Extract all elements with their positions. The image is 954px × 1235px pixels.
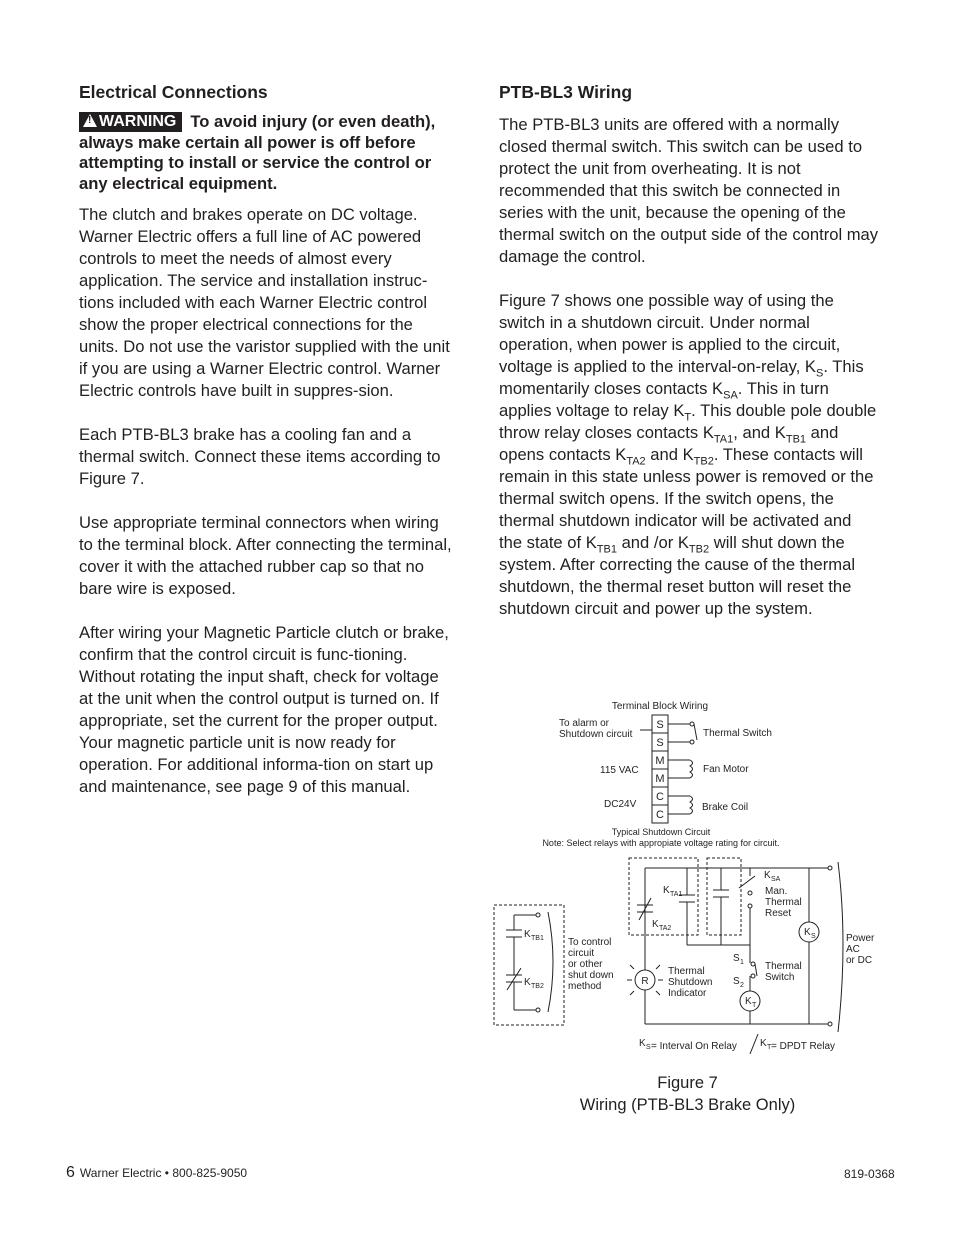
control-circuit-label: method [568, 981, 602, 992]
control-circuit-label: To control [568, 937, 612, 948]
man-reset-label: Man. [765, 886, 788, 897]
brake-coil-label: Brake Coil [702, 802, 749, 813]
document-number: 819-0368 [844, 1167, 895, 1181]
svg-text:TA2: TA2 [659, 925, 672, 932]
paragraph: After wiring your Magnetic Particle clutch or brake, confirm that the control circuit is func-tioning. Without rotating the input shaft, check for voltage at the unit when the control output is turned on. If appropriate, set the current for the proper output. Your magnetic particle unit is now ready for operation. For additional informa-tion on start up and maintenance, see page 9 of this manual. [79, 623, 449, 796]
svg-text:K: K [760, 1038, 767, 1049]
warning-badge: ! WARNING [79, 112, 182, 132]
svg-text:K: K [745, 996, 752, 1007]
terminal-label: C [656, 809, 664, 821]
indicator-label: Thermal [668, 966, 705, 977]
svg-text:TB2: TB2 [531, 983, 544, 990]
legend-kt: = DPDT Relay [771, 1041, 836, 1052]
svg-text:S: S [733, 976, 740, 987]
warning-text: To avoid injury (or even death), always make certain all power is off before attempting to install or service the control or any electrical equipment. [79, 112, 436, 193]
dc-label: DC24V [604, 799, 637, 810]
control-circuit-label: shut down [568, 970, 614, 981]
terminal-block-title: Terminal Block Wiring [611, 701, 709, 712]
wiring-diagram [488, 695, 888, 1060]
warning-triangle-icon: ! [83, 114, 97, 127]
left-column [79, 80, 457, 820]
indicator-letter: R [641, 976, 649, 987]
svg-text:K: K [804, 927, 811, 938]
svg-text:1: 1 [740, 959, 744, 966]
terminal-label: M [655, 755, 665, 767]
thermal-switch-label: Thermal [765, 961, 802, 972]
page-number: 6 [66, 1164, 75, 1181]
paragraph: The clutch and brakes operate on DC voltage. Warner Electric offers a full line of AC powered controls to meet the needs of almost every application. The service and installation instruc-tions included with each Warner Electric control show the proper electrical connections for the units. Do not use the varistor supplied with the unit if you are using a Warner Electric control. Warner Electric controls have built in suppres-sion. [79, 205, 450, 400]
svg-text:TB1: TB1 [531, 935, 544, 942]
control-circuit-label: circuit [568, 948, 595, 959]
power-label: Power [846, 933, 875, 944]
man-reset-label: Reset [765, 908, 792, 919]
footer-company: Warner Electric • 800-825-9050 [79, 1166, 248, 1180]
paragraph: The PTB-BL3 units are offered with a normally closed thermal switch. This switch can be used to protect the unit from overheating. It is not recommended that this switch be connected in series with the unit, because the opening of the thermal switch on the output side of the control may damage the control. [499, 115, 879, 266]
paragraph: Each PTB-BL3 brake has a cooling fan and a thermal switch. Connect these items according to Figure 7. [79, 425, 441, 488]
power-label: or DC [846, 955, 873, 966]
svg-text:T: T [767, 1044, 772, 1051]
fan-motor-label: Fan Motor [703, 764, 749, 775]
thermal-switch-label: Thermal Switch [703, 728, 772, 739]
section-heading-electrical-connections: Electrical Connections [79, 82, 268, 102]
svg-text:SA: SA [771, 876, 781, 883]
svg-text:K: K [524, 929, 531, 940]
right-column [499, 80, 879, 642]
figure-caption [540, 1072, 835, 1116]
svg-text:TA1: TA1 [670, 891, 683, 898]
svg-text:S: S [811, 933, 816, 940]
svg-text:K: K [524, 977, 531, 988]
terminal-block [652, 715, 668, 823]
terminal-label: C [656, 791, 664, 803]
vac-label: 115 VAC [600, 765, 639, 776]
power-label: AC [846, 944, 860, 955]
legend-ks: = Interval On Relay [651, 1041, 737, 1052]
indicator-label: Shutdown [668, 977, 713, 988]
svg-text:S: S [646, 1044, 651, 1051]
paragraph-shutdown-circuit: Figure 7 shows one possible way of using the switch in a shutdown circuit. Under normal operation, when power is applied to the circuit, voltage is applied to the interval-on-relay, $K_S$. This momentarily closes contacts $K_{SA}$. This in turn applies voltage to relay $K_T$. This double pole double throw relay closes contacts $K_{TA1}$, and $K_{TB1}$ and opens contacts $K_{TA2}$ and $K_{TB2}$. These contacts will remain in this state unless power is removed or the thermal switch opens. If the switch opens, the thermal shutdown indicator will be activated and the state of $K_{TB1}$ and /or $K_{TB2}$ will shut down the system. After correcting the cause of the thermal shutdown, the thermal reset button will reset the shutdown circuit and power up the system. [499, 291, 877, 618]
shutdown-circuit-note: Note: Select relays with appropiate voltage rating for circuit. [542, 838, 780, 848]
svg-text:T: T [752, 1002, 757, 1009]
indicator-label: Indicator [668, 988, 707, 999]
terminal-label: S [656, 719, 664, 731]
figure-number: Figure 7 [657, 1074, 718, 1092]
svg-text:S: S [733, 953, 740, 964]
warning-notice [79, 112, 457, 194]
svg-text:K: K [663, 885, 670, 896]
svg-text:K: K [764, 870, 771, 881]
man-reset-label: Thermal [765, 897, 802, 908]
section-heading-ptb-bl3-wiring: PTB-BL3 Wiring [499, 82, 633, 102]
control-circuit-label: or other [568, 959, 603, 970]
figure-title: Wiring (PTB-BL3 Brake Only) [579, 1096, 796, 1114]
shutdown-circuit-title: Typical Shutdown Circuit [611, 827, 711, 837]
svg-text:K: K [652, 919, 659, 930]
terminal-label: S [656, 737, 664, 749]
paragraph: Use appropriate terminal connectors when wiring to the terminal block. After connecting the terminal, cover it with the attached rubber cap so that no bare wire is exposed. [79, 513, 452, 598]
footer-left [66, 1164, 247, 1182]
alarm-label: Shutdown circuit [559, 729, 633, 740]
terminal-label: M [655, 773, 665, 785]
svg-text:K: K [639, 1038, 646, 1049]
thermal-switch-label: Switch [765, 972, 795, 983]
svg-text:2: 2 [740, 982, 744, 989]
alarm-label: To alarm or [559, 718, 610, 729]
